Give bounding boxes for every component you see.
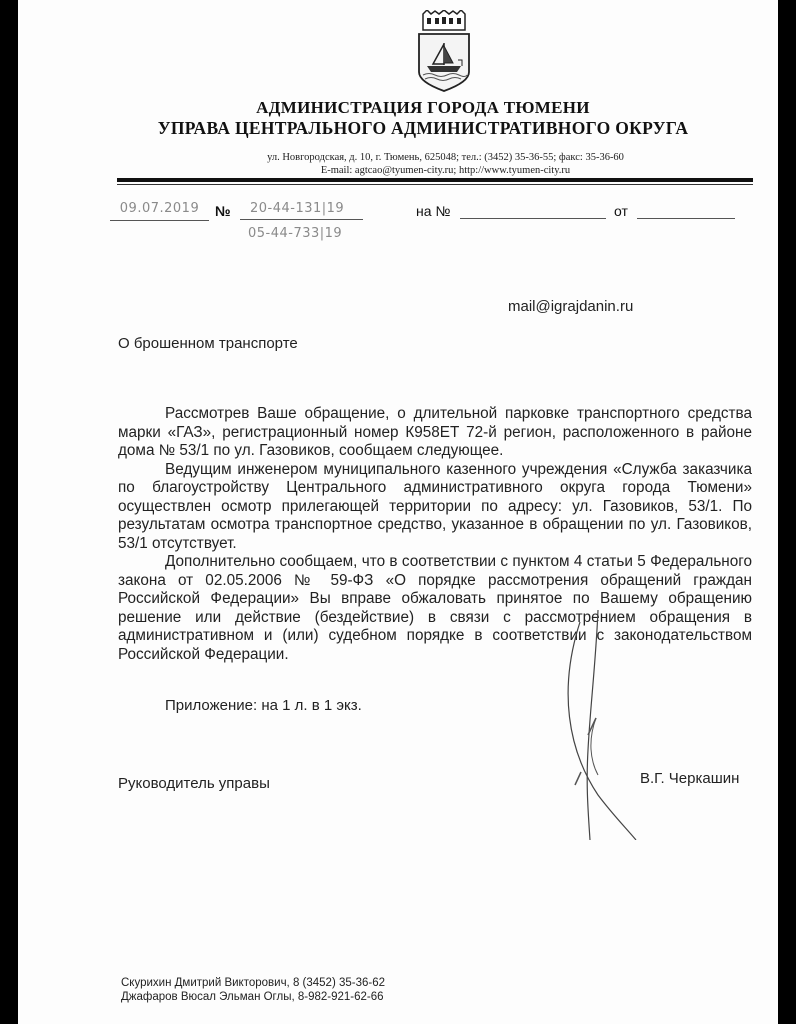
number-sign: № <box>215 203 231 219</box>
signer-position: Руководитель управы <box>118 775 270 792</box>
letterhead-rule-thick <box>117 178 753 182</box>
org-name-line2: УПРАВА ЦЕНТРАЛЬНОГО АДМИНИСТРАТИВНОГО ОКРУГА <box>157 118 689 138</box>
org-name-line1: АДМИНИСТРАЦИЯ ГОРОДА ТЮМЕНИ <box>256 98 590 117</box>
org-address: ул. Новгородская, д. 10, г. Тюмень, 625048; тел.: (3452) 35-36-55; факс: 35-36-60 <box>267 152 624 163</box>
body-paragraph: Рассмотрев Ваше обращение, о длительной парковке транспортного средства марки «ГАЗ», регистрационный номер К958ЕТ 72-й регион, расположенного в районе дома № 53/1 по ул. Газовиков, сообщаем следующее. <box>118 405 752 459</box>
reference-number-blank <box>460 218 606 219</box>
org-contacts: E-mail: agtcao@tyumen-city.ru; http://www.tyumen-city.ru <box>320 165 571 176</box>
outgoing-number-secondary: 05-44-733|19 <box>248 226 343 241</box>
letterhead-rule-thin <box>117 184 753 185</box>
recipient-email: mail@igrajdanin.ru <box>508 298 634 315</box>
executors-block <box>121 976 385 1004</box>
executor-contact: Джафаров Вюсал Эльман Оглы, 8-982-921-62-66 <box>121 991 384 1003</box>
letter-subject: О брошенном транспорте <box>118 335 298 352</box>
outgoing-number: 20-44-131|19 <box>240 201 363 220</box>
letter-page <box>18 0 778 1024</box>
handwritten-signature-icon <box>518 600 658 840</box>
coat-of-arms-icon <box>413 10 475 92</box>
reference-date-blank <box>637 218 735 219</box>
body-paragraph: Дополнительно сообщаем, что в соответствии с пунктом 4 статьи 5 Федерального закона от 02.05.2006 № 59-ФЗ «О порядке рассмотрения обращений граждан Российской Федерации» Вы вправе обжаловать принятое по Вашему обращению решение или действие (бездействие) в связи с рассмотрением обращения в административном и (или) судебном порядке в соответствии с законодательством Российской Федерации. <box>118 553 752 663</box>
attachment-note: Приложение: на 1 л. в 1 экз. <box>165 697 362 714</box>
reference-date-label: от <box>614 203 628 219</box>
executor-contact: Скурихин Дмитрий Викторович, 8 (3452) 35-36-62 <box>121 977 386 989</box>
signer-name: В.Г. Черкашин <box>640 770 740 787</box>
body-paragraph: Ведущим инженером муниципального казенного учреждения «Служба заказчика по благоустройству Центрального административного округа города Тюмени» осуществлен осмотр прилегающей территории по адресу: ул. Газовиков, 53/1. По результатам осмотра транспортное средство, указанное в обращении по ул. Газовиков, 53/1 отсутствует. <box>118 460 752 552</box>
reference-number-label: на № <box>416 203 451 219</box>
outgoing-date: 09.07.2019 <box>110 201 209 221</box>
